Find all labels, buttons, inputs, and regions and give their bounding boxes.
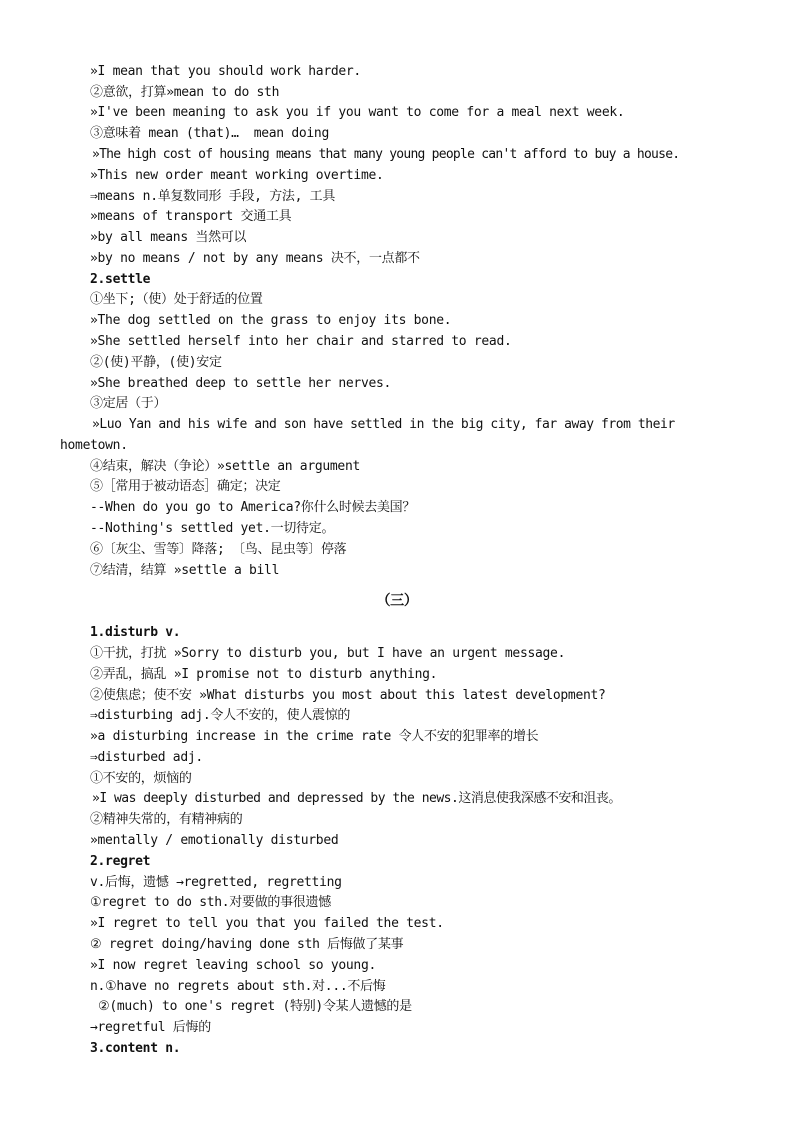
text-line: --Nothing's settled yet.一切待定。 bbox=[90, 521, 335, 536]
text-line: »Luo Yan and his wife and son have settled in the big city, far away from their bbox=[92, 417, 675, 432]
text-line: hometown. bbox=[60, 438, 128, 453]
text-line: ②(使)平静，(使)安定 bbox=[90, 355, 222, 370]
text-line: ⑤［常用于被动语态］确定；决定 bbox=[90, 479, 281, 494]
text-line: ⑥〔灰尘、雪等〕降落; 〔鸟、昆虫等〕停落 bbox=[90, 542, 347, 557]
text-line: ⇒disturbed adj. bbox=[90, 750, 203, 765]
section-heading: 3.content n. bbox=[90, 1041, 181, 1056]
text-line: ①不安的，烦恼的 bbox=[90, 771, 192, 786]
section-title: （三） bbox=[376, 593, 418, 609]
text-line: »The high cost of housing means that many young people can't afford to buy a house. bbox=[92, 147, 680, 162]
section-heading: 2.regret bbox=[90, 854, 151, 869]
text-line: ② regret doing/having done sth 后悔做了某事 bbox=[90, 937, 404, 952]
text-line: ⇒means n.单复数同形 手段, 方法, 工具 bbox=[90, 189, 336, 204]
text-line: ①regret to do sth.对要做的事很遗憾 bbox=[90, 895, 331, 910]
text-line: →regretful 后悔的 bbox=[90, 1020, 211, 1035]
text-line: ③定居（于） bbox=[90, 396, 167, 411]
text-line: ⇒disturbing adj.令人不安的，使人震惊的 bbox=[90, 708, 351, 723]
text-line: ②精神失常的，有精神病的 bbox=[90, 812, 243, 827]
text-line: ④结束，解决（争论）»settle an argument bbox=[90, 459, 361, 474]
text-line: --When do you go to America?你什么时候去美国？ bbox=[90, 500, 416, 515]
text-line: »I was deeply disturbed and depressed by the news.这消息使我深感不安和沮丧。 bbox=[92, 791, 621, 806]
text-line: »The dog settled on the grass to enjoy its bone. bbox=[90, 313, 452, 328]
section-heading: 1.disturb v. bbox=[90, 625, 181, 640]
text-line: ⑦结清，结算 »settle a bill bbox=[90, 563, 280, 578]
text-line: »by no means / not by any means 决不，一点都不 bbox=[90, 251, 420, 266]
text-line: v.后悔，遗憾 →regretted, regretting bbox=[90, 875, 342, 890]
text-line: »She settled herself into her chair and starred to read. bbox=[90, 334, 512, 349]
text-line: ②弄乱，搞乱 »I promise not to disturb anything. bbox=[90, 667, 438, 682]
text-line: n.①have no regrets about sth.对...不后悔 bbox=[90, 979, 386, 994]
text-line: »mentally / emotionally disturbed bbox=[90, 833, 339, 848]
text-line: »She breathed deep to settle her nerves. bbox=[90, 376, 392, 391]
text-line: »I mean that you should work harder. bbox=[90, 64, 361, 79]
text-line: »by all means 当然可以 bbox=[90, 230, 247, 245]
text-line: »This new order meant working overtime. bbox=[90, 168, 384, 183]
section-heading: 2.settle bbox=[90, 272, 151, 287]
text-line: ①干扰，打扰 »Sorry to disturb you, but I have an urgent message. bbox=[90, 646, 566, 661]
text-line: ②(much) to one's regret (特别)令某人遗憾的是 bbox=[98, 999, 412, 1014]
text-line: »I've been meaning to ask you if you want to come for a meal next week. bbox=[90, 105, 625, 120]
text-line: ③意味着 mean (that)… mean doing bbox=[90, 126, 329, 141]
text-line: »I regret to tell you that you failed the test. bbox=[90, 916, 444, 931]
text-line: »I now regret leaving school so young. bbox=[90, 958, 377, 973]
text-line: »means of transport 交通工具 bbox=[90, 209, 292, 224]
text-line: ②使焦虑；使不安 »What disturbs you most about this latest development? bbox=[90, 688, 606, 703]
text-line: ②意欲，打算»mean to do sth bbox=[90, 85, 280, 100]
text-line: ①坐下;（使）处于舒适的位置 bbox=[90, 292, 263, 307]
text-line: »a disturbing increase in the crime rate 令人不安的犯罪率的增长 bbox=[90, 729, 539, 744]
